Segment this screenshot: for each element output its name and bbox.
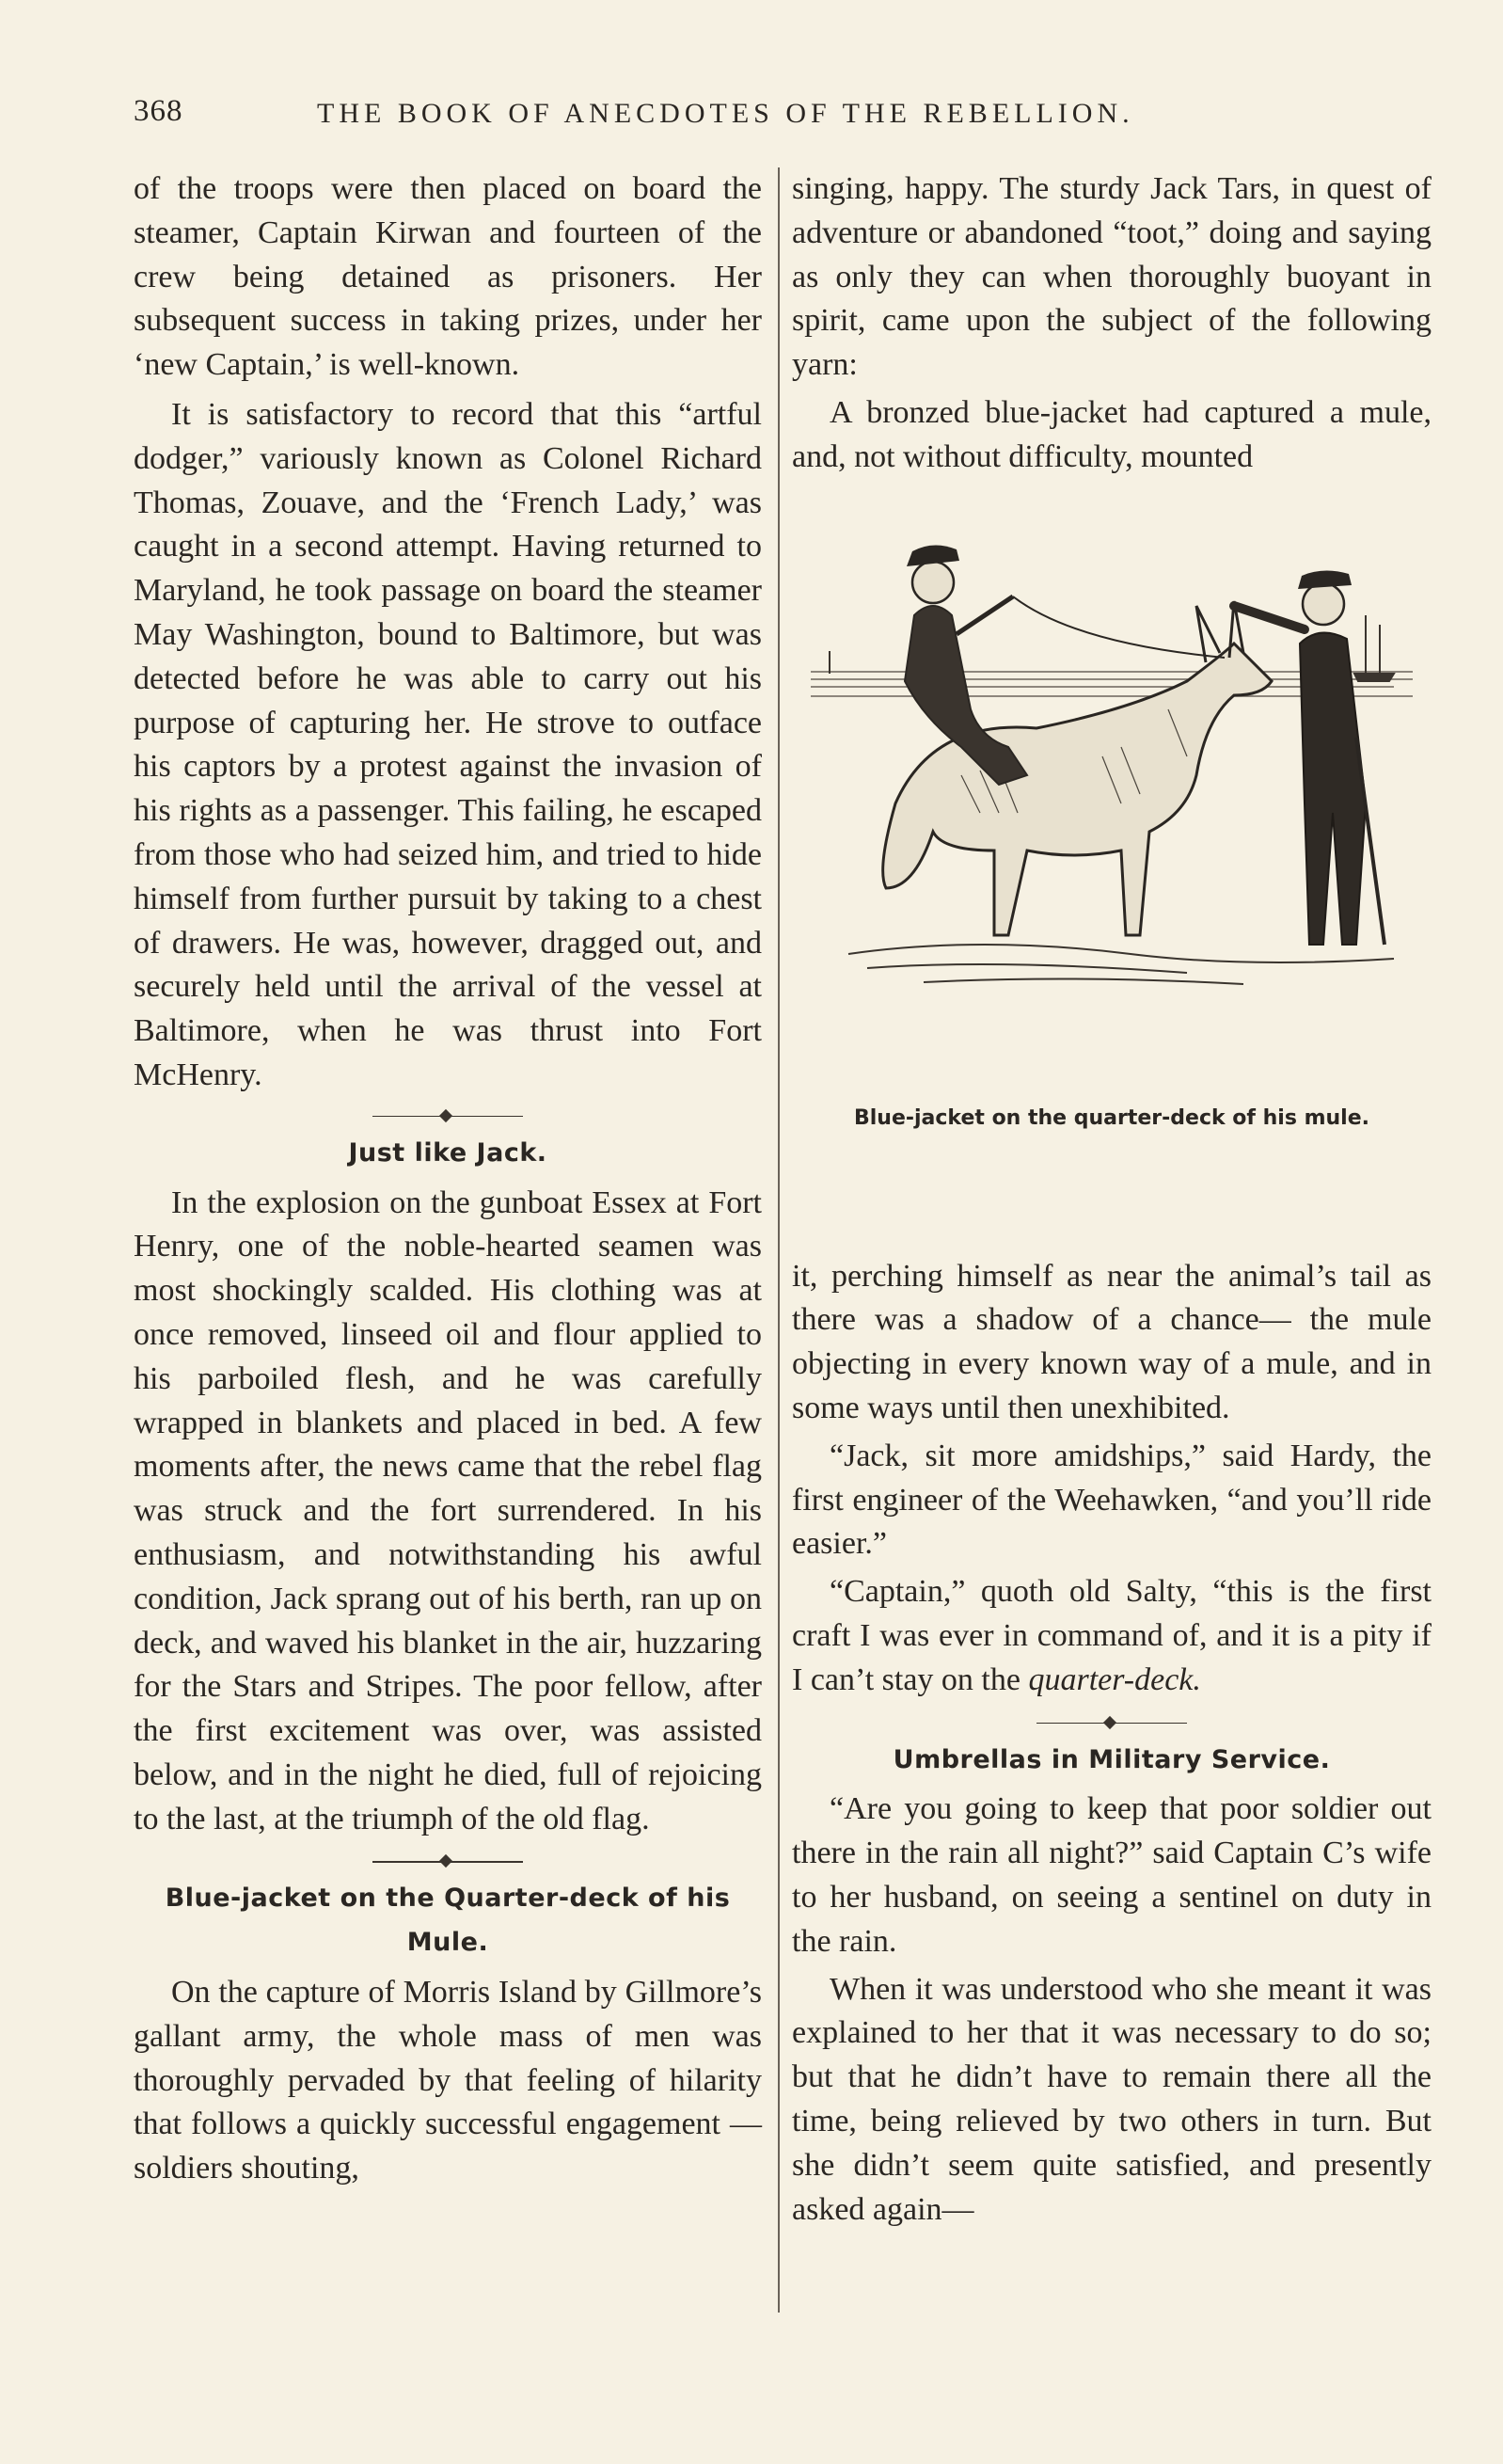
- engraving-figure: [792, 493, 1432, 1246]
- section-divider: [372, 1854, 523, 1868]
- italic-text: quarter-deck.: [1028, 1661, 1201, 1697]
- page-number: 368: [134, 94, 183, 128]
- paragraph: singing, happy. The sturdy Jack Tars, in quest of adventure or abandoned “toot,” doing and saying as only they can when thoroughly buoyant in spirit, came upon the subject of the following yarn:: [792, 171, 1432, 383]
- paragraph: It is satisfactory to record that this “artful dodger,” variously known as Colonel Richard Thomas, Zouave, and the ‘French Lady,’ was caught in a second attempt. Having returned to Maryland, he took passage on board the steamer May Washington, bound to Baltimore, but was detected before he was able to carry out his purpose of capturing her. He strove to outface his captors by a protest against the invasion of his rights as a passenger. This failing, he escaped from those who had seized him, and tried to hide himself from further pursuit by taking to a chest of drawers. He was, however, dragged out, and securely held until the arrival of the vessel at Baltimore, when he was thrust into Fort McHenry.: [134, 396, 762, 1092]
- left-column: [134, 167, 762, 2191]
- section-heading: Umbrellas in Military Service.: [893, 1744, 1331, 1774]
- paragraph-text: “Captain,” quoth old Salty, “this is the first craft I was ever in command of, and it is a pity if I can’t stay on the: [792, 1574, 1432, 1697]
- paragraph: On the capture of Morris Island by Gillmore’s gallant army, the whole mass of men was thoroughly pervaded by that feeling of hilarity that follows a quickly successful engagement — soldiers shouting,: [134, 1975, 762, 2186]
- column-rule: [778, 167, 780, 2313]
- paragraph: [792, 1570, 1432, 1702]
- running-title: THE BOOK OF ANECDOTES OF THE REBELLION.: [317, 98, 1134, 129]
- paragraph: A bronzed blue-jacket had captured a mule, and, not without difficulty, mounted: [792, 394, 1432, 474]
- figure-caption: Blue-jacket on the quarter-deck of his mule.: [853, 1105, 1369, 1130]
- section-heading: Blue-jacket on the Quarter-deck of his Mule.: [165, 1884, 731, 1958]
- paragraph: it, perching himself as near the animal’s tail as there was a shadow of a chance— the mule objecting in every known way of a mule, and in some ways until then unexhibited.: [792, 1258, 1432, 1425]
- section-divider: [372, 1109, 523, 1122]
- running-head: [134, 94, 1272, 135]
- sailor-on-mule-illustration: [792, 493, 1432, 1095]
- paragraph: “Jack, sit more amidships,” said Hardy, the first engineer of the Weehawken, “and you’ll ride easier.”: [792, 1438, 1432, 1562]
- section-divider: [1036, 1716, 1187, 1729]
- paragraph: “Are you going to keep that poor soldier out there in the rain all night?” said Captain C’s wife to her husband, on seeing a sentinel on duty in the rain.: [792, 1791, 1432, 1959]
- paragraph: In the explosion on the gunboat Essex at Fort Henry, one of the noble-hearted seamen was most shockingly scalded. His clothing was at once removed, linseed oil and flour applied to his parboiled flesh, and he was carefully wrapped in blankets and placed in bed. A few moments after, the news came that the rebel flag was struck and the fort surrendered. In his enthusiasm, and notwithstanding his awful condition, Jack sprang out of his berth, ran up on deck, and waved his blanket in the air, huzzaring for the Stars and Stripes. The poor fellow, after the first excitement was over, was assisted below, and in the night he died, full of rejoicing to the last, at the triumph of the old flag.: [134, 1184, 762, 1836]
- paragraph: of the troops were then placed on board the steamer, Captain Kirwan and fourteen of the crew being detained as prisoners. Her subsequent success in taking prizes, under her ‘new Captain,’ is well-known.: [134, 171, 762, 383]
- right-column: [792, 167, 1432, 2232]
- paragraph: When it was understood who she meant it was explained to her that it was necessary to do so; but that he didn’t have to remain there all the time, being relieved by two others in turn. But she didn’t seem quite satisfied, and presently asked again—: [792, 1971, 1432, 2227]
- section-heading: Just like Jack.: [348, 1137, 547, 1168]
